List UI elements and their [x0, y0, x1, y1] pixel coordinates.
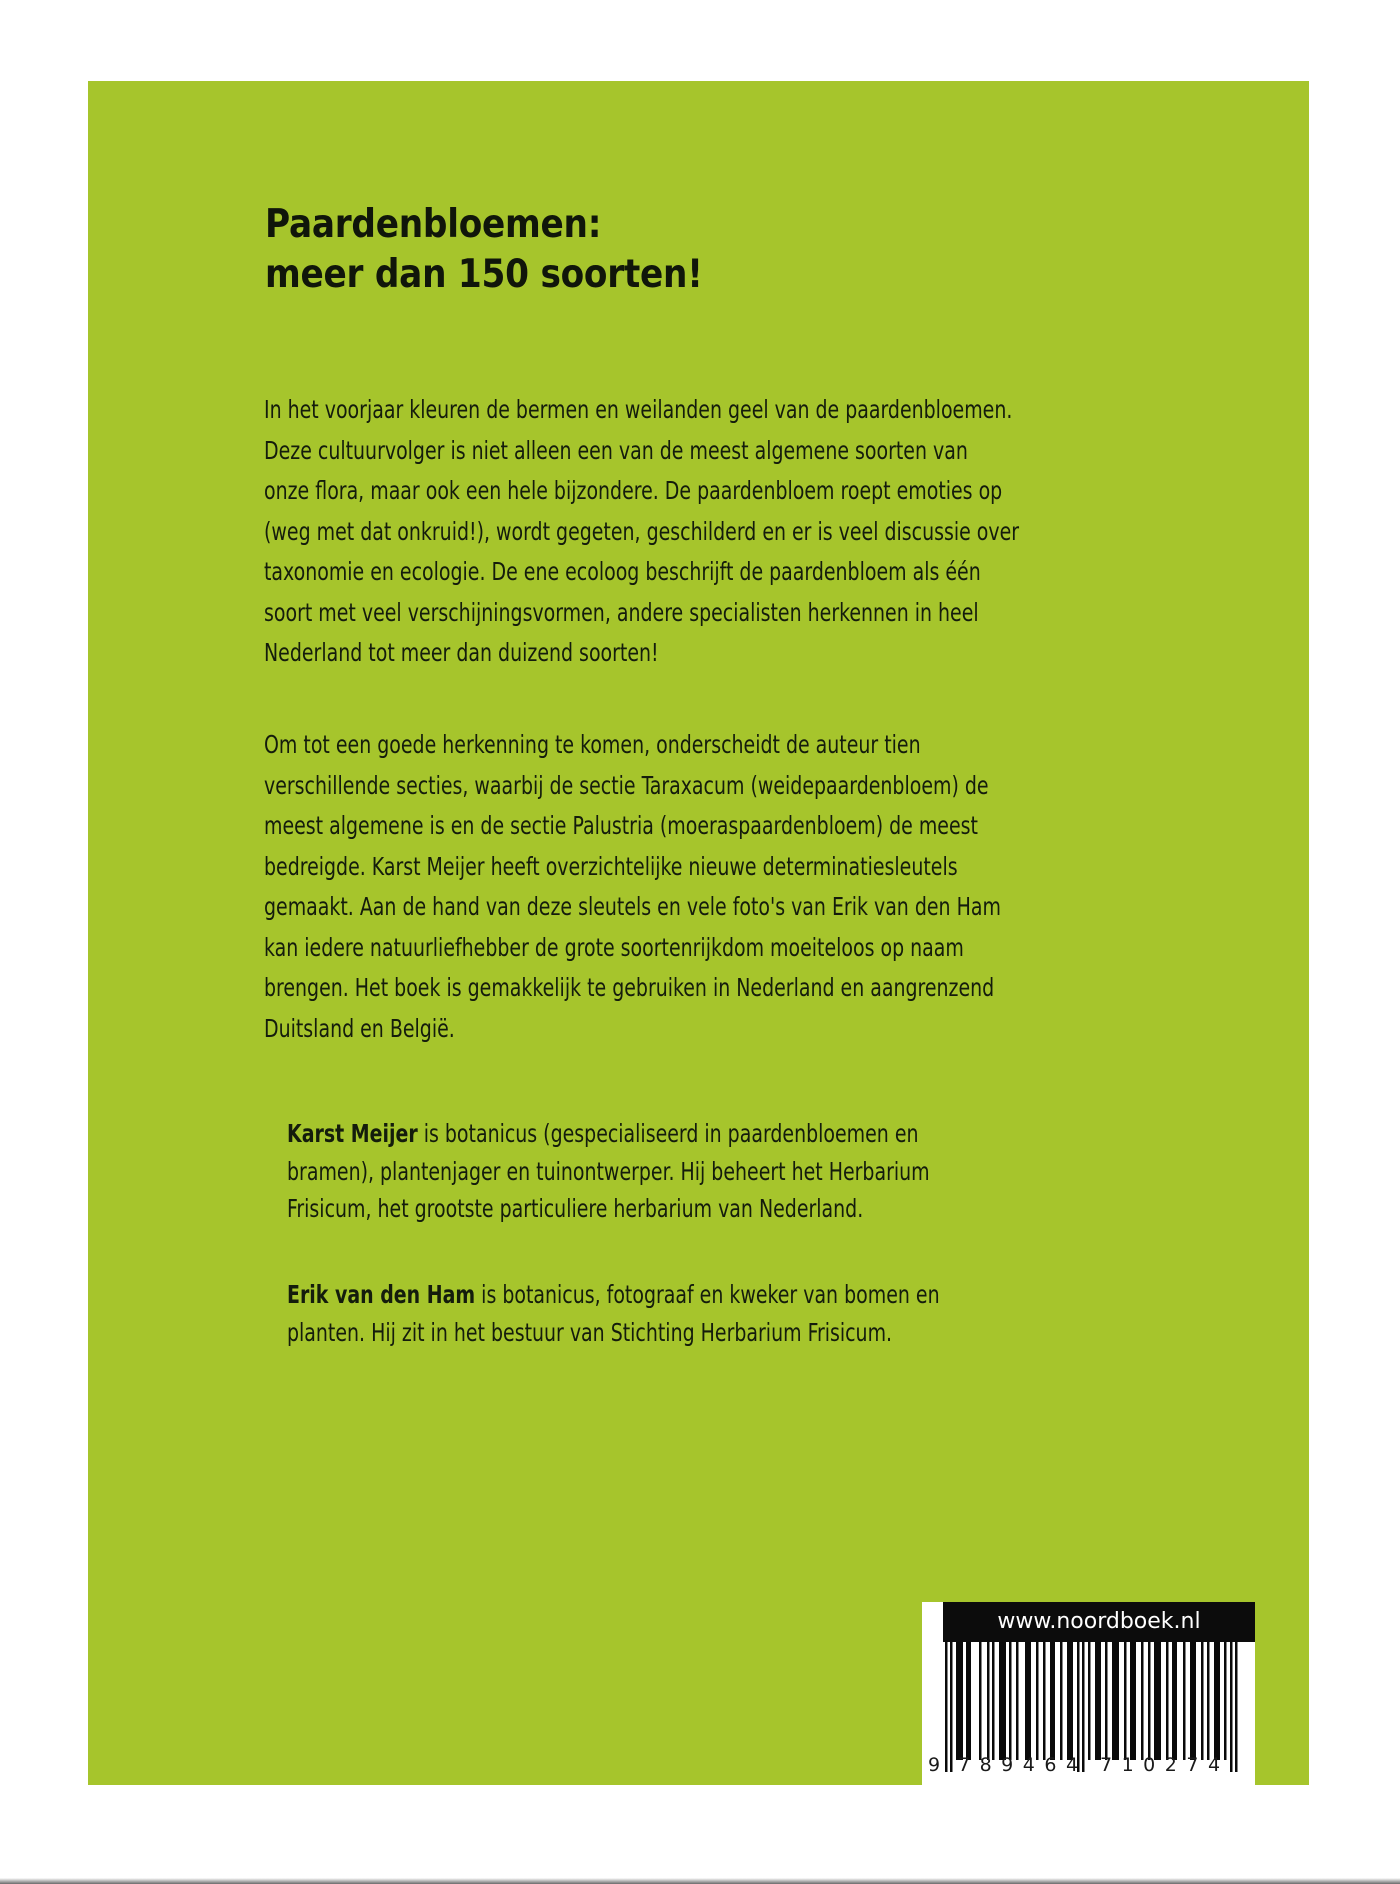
text-line: In het voorjaar kleuren de bermen en weilanden geel van de paardenbloemen.	[264, 395, 1013, 424]
publisher-website: www.noordboek.nl	[943, 1602, 1255, 1642]
text-line: Frisicum, het grootste particuliere herbarium van Nederland.	[287, 1194, 864, 1223]
page-edge-shadow	[0, 1878, 1400, 1884]
isbn-number	[922, 1754, 1255, 1780]
author-bio-erik-van-den-ham	[287, 1276, 940, 1351]
cover-title	[265, 200, 703, 300]
text-line: soort met veel verschijningsvormen, andere specialisten herkennen in heel	[264, 597, 979, 627]
description-paragraph-1	[264, 390, 1019, 674]
isbn-group-right: 710274	[1100, 1754, 1230, 1776]
description-paragraph-2	[264, 725, 1001, 1049]
isbn-group-left: 789464	[958, 1754, 1088, 1776]
isbn-prefix-digit: 9	[928, 1754, 941, 1776]
text-line: meest algemene is en de sectie Palustria (moeraspaardenbloem) de meest	[264, 811, 978, 840]
barcode-icon	[943, 1642, 1255, 1772]
text-line: gemaakt. Aan de hand van deze sleutels en vele foto's van Erik van den Ham	[264, 892, 1001, 921]
isbn-barcode	[922, 1602, 1255, 1786]
text-line: bramen), plantenjager en tuinontwerper. Hij beheert het Herbarium	[287, 1156, 930, 1186]
author-bio-karst-meijer	[287, 1115, 930, 1228]
text-line: Duitsland en België.	[264, 1013, 455, 1043]
text-line: planten. Hij zit in het bestuur van Stichting Herbarium Frisicum.	[287, 1317, 893, 1347]
text-line: Deze cultuurvolger is niet alleen een van de meest algemene soorten van	[264, 435, 968, 465]
text-line: taxonomie en ecologie. De ene ecoloog beschrijft de paardenbloem als één	[264, 557, 981, 586]
text-line: Om tot een goede herkenning te komen, onderscheidt de auteur tien	[264, 730, 921, 759]
author-name: Erik van den Ham	[287, 1280, 476, 1309]
text-line: (weg met dat onkruid!), wordt gegeten, geschilderd en er is veel discussie over	[264, 516, 1020, 546]
author-name: Karst Meijer	[287, 1119, 418, 1148]
text-line: Nederland tot meer dan duizend soorten!	[264, 638, 659, 667]
text-line: onze flora, maar ook een hele bijzondere. De paardenbloem roept emoties op	[264, 476, 1003, 505]
text-line: kan iedere natuurliefhebber de grote soortenrijkdom moeiteloos op naam	[264, 932, 964, 962]
text-line: verschillende secties, waarbij de sectie Taraxacum (weidepaardenbloem) de	[264, 770, 989, 800]
text-line: brengen. Het boek is gemakkelijk te gebruiken in Nederland en aangrenzend	[264, 973, 995, 1002]
bio-text: is botanicus (gespecialiseerd in paardenbloemen en	[417, 1119, 919, 1148]
title-line-1: Paardenbloemen:	[265, 202, 602, 247]
text-line: bedreigde. Karst Meijer heeft overzichtelijke nieuwe determinatiesleutels	[264, 851, 958, 881]
bio-text: is botanicus, fotograaf en kweker van bomen en	[475, 1280, 940, 1309]
title-line-2: meer dan 150 soorten!	[265, 252, 703, 297]
